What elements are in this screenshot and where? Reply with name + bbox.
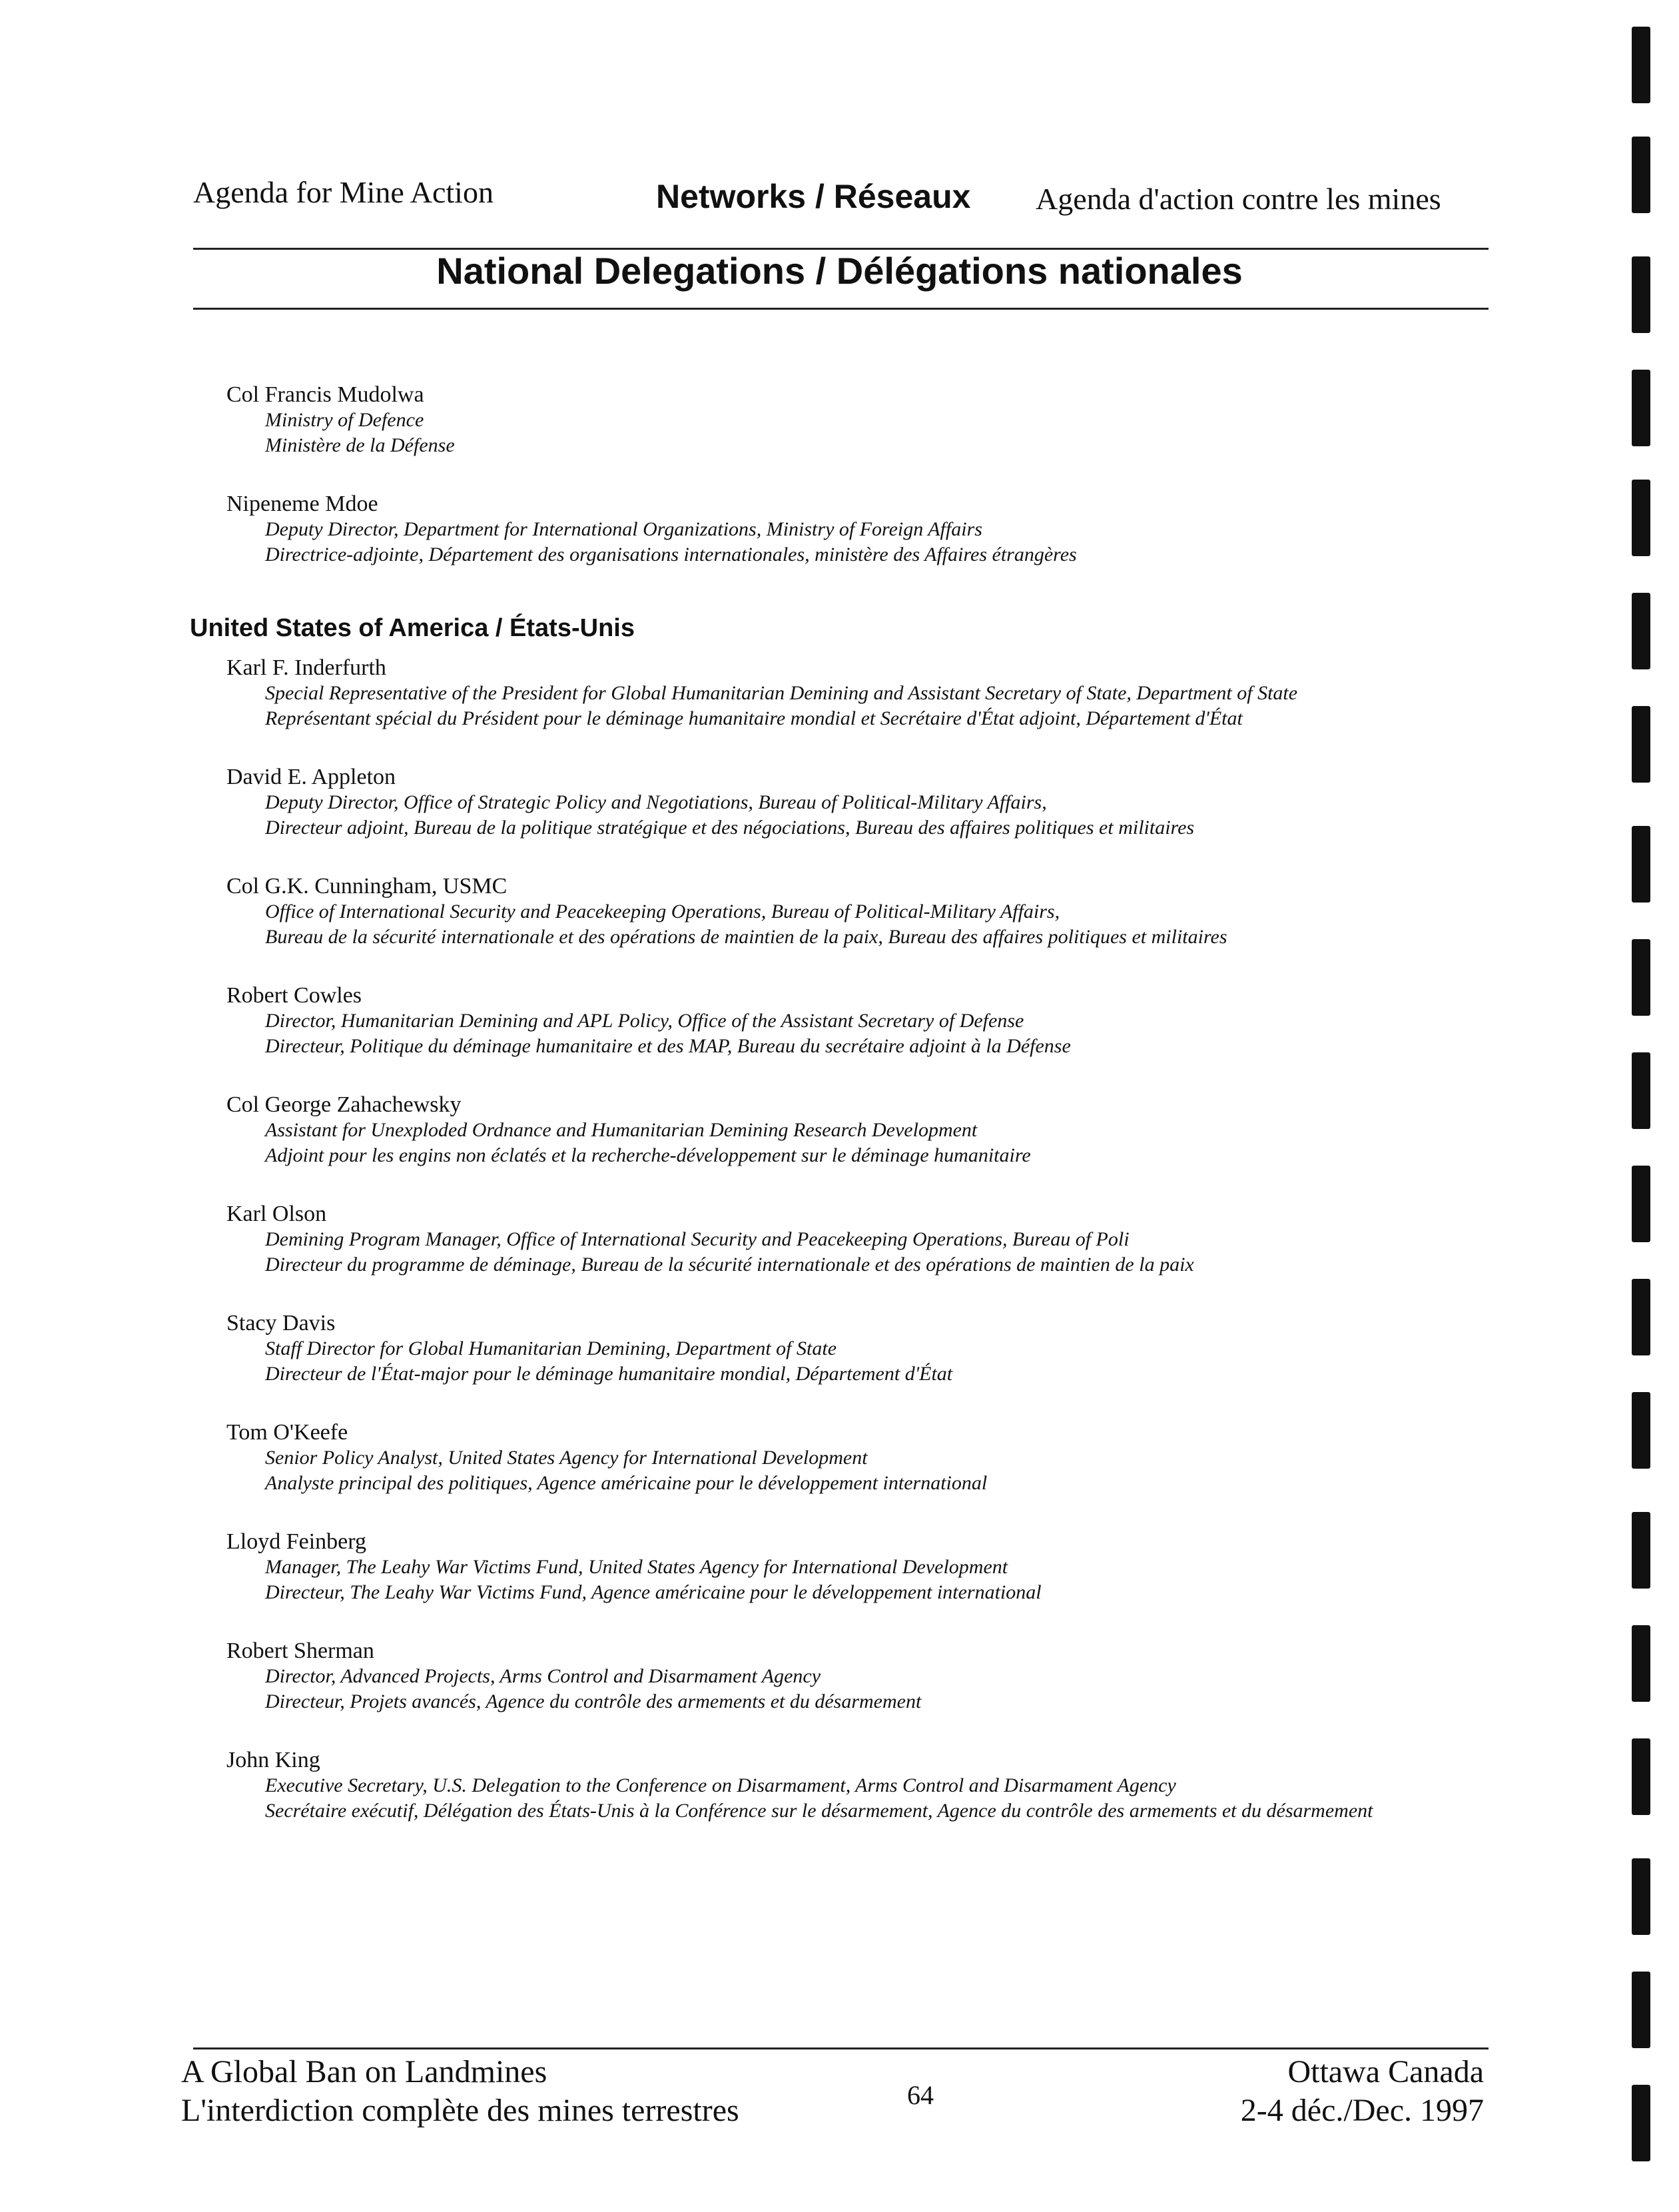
delegate-entry (226, 1529, 1042, 1605)
delegate-entry (226, 983, 1071, 1059)
delegate-entry (226, 765, 1194, 841)
delegate-name: John King (226, 1748, 320, 1772)
scan-mark (1632, 1625, 1650, 1702)
delegate-title-en: Deputy Director, Office of Strategic Policy and Negotiations, Bureau of Political-Military Affairs, (265, 791, 1047, 813)
delegate-title-fr: Bureau de la sécurité internationale et des opérations de maintien de la paix, Bureau des affaires politiques et militaires (265, 926, 1227, 948)
delegate-title-fr: Analyste principal des politiques, Agence américaine pour le développement international (265, 1472, 988, 1494)
title-rule (193, 308, 1489, 310)
delegate-title-fr: Directeur du programme de déminage, Bureau de la sécurité internationale et des opérations de maintien de la paix (265, 1254, 1194, 1276)
delegate-name: Karl Olson (226, 1202, 327, 1226)
delegate-title-en: Ministry of Defence (265, 409, 424, 431)
scan-mark (1632, 1858, 1650, 1935)
delegate-entry (226, 1420, 987, 1496)
delegate-title-fr: Directeur adjoint, Bureau de la politique stratégique et des négociations, Bureau des affaires politiques et militaires (265, 817, 1195, 839)
scan-mark (1632, 1392, 1650, 1469)
country-heading: United States of America / États-Unis (190, 614, 635, 642)
page-title: National Delegations / Délégations nationales (436, 250, 1243, 292)
delegate-title-fr: Adjoint pour les engins non éclatés et la recherche-développement sur le déminage humanitaire (265, 1144, 1031, 1166)
delegate-name: Robert Cowles (226, 983, 362, 1008)
delegate-entry (226, 655, 1297, 731)
delegate-name: David E. Appleton (226, 765, 396, 789)
scan-mark (1632, 1738, 1650, 1815)
delegate-entry (226, 1639, 921, 1714)
page-number: 64 (907, 2080, 934, 2110)
scan-mark (1632, 826, 1650, 903)
delegate-name: Tom O'Keefe (226, 1420, 348, 1445)
scan-mark (1632, 706, 1650, 783)
scan-mark (1632, 939, 1650, 1016)
delegate-name: Nipeneme Mdoe (226, 492, 378, 516)
delegate-title-en: Deputy Director, Department for International Organizations, Ministry of Foreign Affairs (265, 518, 982, 540)
delegate-title-en: Executive Secretary, U.S. Delegation to the Conference on Disarmament, Arms Control and Disarmament Agency (265, 1774, 1176, 1796)
delegate-title-fr: Directrice-adjointe, Département des organisations internationales, ministère des Affaires étrangères (265, 544, 1077, 565)
scan-mark (1632, 1166, 1650, 1242)
delegate-name: Lloyd Feinberg (226, 1529, 366, 1554)
delegate-entry (226, 1092, 1031, 1168)
delegate-name: Col G.K. Cunningham, USMC (226, 874, 507, 899)
delegate-title-en: Office of International Security and Peacekeeping Operations, Bureau of Political-Military Affairs, (265, 901, 1060, 922)
header-center: Networks / Réseaux (656, 178, 971, 215)
delegate-entry (226, 492, 1077, 567)
footer-left-line1: A Global Ban on Landmines (181, 2054, 547, 2089)
scan-mark (1632, 370, 1650, 446)
delegate-title-en: Staff Director for Global Humanitarian Demining, Department of State (265, 1337, 837, 1359)
delegate-title-fr: Directeur, Politique du déminage humanitaire et des MAP, Bureau du secrétaire adjoint à la Défense (265, 1035, 1071, 1057)
footer-right (1185, 2053, 1484, 2130)
delegate-title-fr: Directeur de l'État-major pour le déminage humanitaire mondial, Département d'État (265, 1363, 953, 1385)
delegate-title-fr: Directeur, The Leahy War Victims Fund, Agence américaine pour le développement international (265, 1581, 1042, 1603)
delegate-name: Karl F. Inderfurth (226, 655, 386, 680)
delegate-title-en: Manager, The Leahy War Victims Fund, United States Agency for International Development (265, 1556, 1008, 1578)
footer-left (181, 2053, 739, 2130)
delegate-name: Robert Sherman (226, 1639, 374, 1663)
scan-mark (1632, 1279, 1650, 1355)
header-right: Agenda d'action contre les mines (1036, 182, 1441, 216)
delegate-title-fr: Directeur, Projets avancés, Agence du contrôle des armements et du désarmement (265, 1690, 922, 1712)
delegate-title-en: Demining Program Manager, Office of International Security and Peacekeeping Operations, Bureau of Poli (265, 1228, 1130, 1250)
delegate-entry (226, 1202, 1194, 1278)
scan-mark (1632, 27, 1650, 103)
scan-mark (1632, 256, 1650, 333)
delegate-title-fr: Ministère de la Défense (265, 434, 455, 456)
footer-left-line2: L'interdiction complète des mines terrestres (181, 2093, 739, 2128)
scan-mark (1632, 2085, 1650, 2161)
delegate-entry (226, 874, 1227, 950)
delegate-title-en: Director, Humanitarian Demining and APL Policy, Office of the Assistant Secretary of Defense (265, 1010, 1024, 1032)
delegate-entry (226, 1311, 952, 1387)
delegate-entry (226, 1748, 1373, 1824)
scan-mark (1632, 137, 1650, 213)
scan-mark (1632, 480, 1650, 556)
header-left: Agenda for Mine Action (193, 175, 494, 209)
delegate-title-en: Senior Policy Analyst, United States Agency for International Development (265, 1447, 868, 1469)
scan-mark (1632, 593, 1650, 669)
footer-right-line2: 2-4 déc./Dec. 1997 (1240, 2093, 1484, 2128)
delegate-title-en: Assistant for Unexploded Ordnance and Humanitarian Demining Research Development (265, 1119, 978, 1141)
delegate-name: Stacy Davis (226, 1311, 336, 1335)
scan-mark (1632, 1512, 1650, 1589)
delegate-entry (226, 382, 455, 458)
footer-right-line1: Ottawa Canada (1287, 2054, 1484, 2089)
delegate-name: Col George Zahachewsky (226, 1092, 462, 1117)
scan-mark (1632, 1052, 1650, 1129)
footer-rule (193, 2047, 1489, 2049)
delegate-title-en: Director, Advanced Projects, Arms Control and Disarmament Agency (265, 1665, 821, 1687)
scan-mark (1632, 1972, 1650, 2048)
delegate-title-fr: Représentant spécial du Président pour le déminage humanitaire mondial et Secrétaire d'État adjoint, Département d'État (265, 707, 1243, 729)
delegate-title-en: Special Representative of the President for Global Humanitarian Demining and Assistant Secretary of State, Department of State (265, 682, 1298, 704)
delegate-name: Col Francis Mudolwa (226, 382, 424, 407)
delegate-title-fr: Secrétaire exécutif, Délégation des États-Unis à la Conférence sur le désarmement, Agence du contrôle des armements et du désarmement (265, 1800, 1373, 1822)
